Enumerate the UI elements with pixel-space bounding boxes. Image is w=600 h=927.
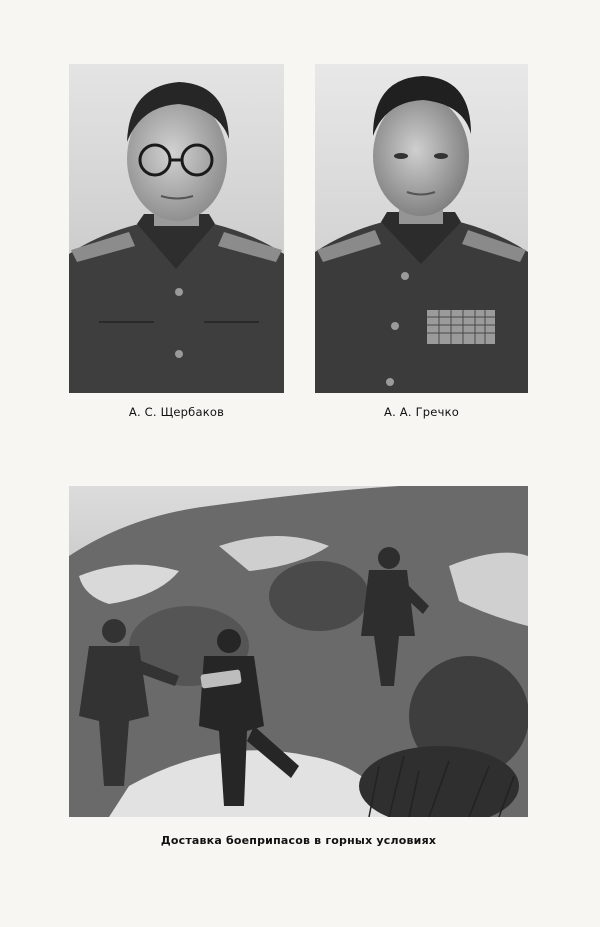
portrait-caption-shcherbakov: А. С. Щербаков [128,405,225,419]
portrait-illustration [69,64,284,393]
scene-caption: Доставка боеприпасов в горных условиях [160,834,437,847]
mountain-ammunition-photo [69,486,528,817]
scene-illustration [69,486,528,817]
portrait-photo-grechko [315,64,528,393]
portrait-caption-grechko: А. А. Гречко [384,405,459,419]
portrait-illustration [315,64,528,393]
portrait-photo-shcherbakov [69,64,284,393]
